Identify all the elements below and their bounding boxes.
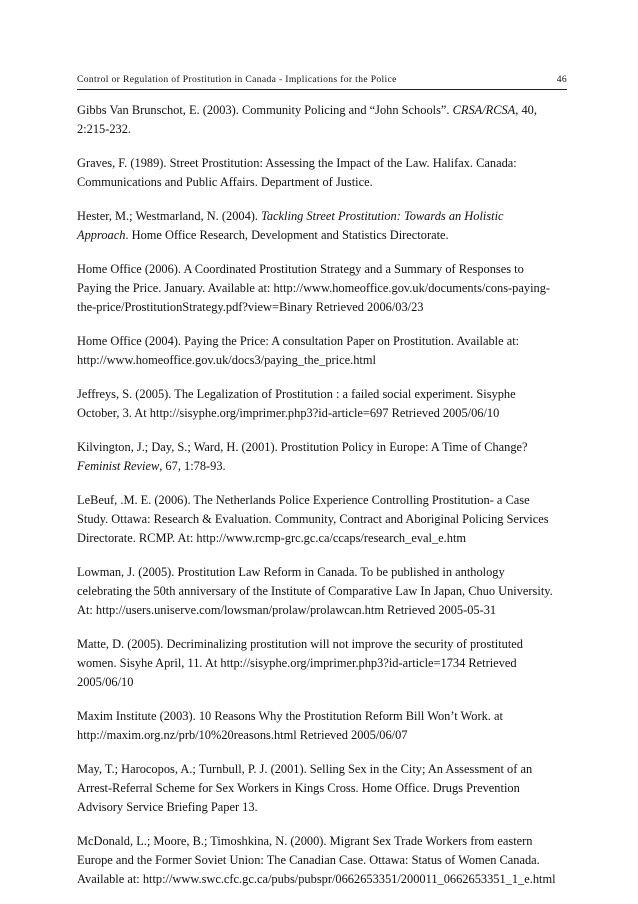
reference-text: http://www.homeoffice.gov.uk/docs3/paying_the_price.html	[77, 353, 376, 367]
reference-text: 2:215-232.	[77, 122, 132, 136]
reference-entry	[77, 760, 577, 817]
reference-line	[77, 673, 577, 692]
reference-line	[77, 707, 577, 726]
page-number: 46	[556, 74, 567, 85]
reference-line	[77, 438, 577, 457]
reference-line	[77, 279, 577, 298]
reference-text: Maxim Institute (2003). 10 Reasons Why the Prostitution Reform Bill Won’t Work. at	[77, 709, 503, 723]
reference-line	[77, 154, 577, 173]
reference-italic-text: CRSA/RCSA	[452, 103, 516, 117]
reference-text: October, 3. At http://sisyphe.org/imprimer.php3?id-article=697 Retrieved 2005/06/10	[77, 406, 500, 420]
reference-list	[77, 101, 577, 904]
reference-text: Study. Ottawa: Research & Evaluation. Community, Contract and Aboriginal Policing Services	[77, 512, 549, 526]
reference-text: LeBeuf, .M. E. (2006). The Netherlands Police Experience Controlling Prostitution- a Case	[77, 493, 530, 507]
reference-entry	[77, 385, 577, 423]
reference-text: At: http://users.uniserve.com/lowsman/prolaw/prolawcan.htm Retrieved 2005-05-31	[77, 603, 497, 617]
reference-italic-text: Tackling Street Prostitution: Towards an Holistic	[261, 209, 504, 223]
reference-text: Gibbs Van Brunschot, E. (2003). Community Policing and “John Schools”.	[77, 103, 453, 117]
reference-text: Graves, F. (1989). Street Prostitution: Assessing the Impact of the Law. Halifax. Canada:	[77, 156, 517, 170]
reference-text: Europe and the Former Soviet Union: The Canadian Case. Ottawa: Status of Women Canada.	[77, 853, 540, 867]
reference-text: Arrest-Referral Scheme for Sex Workers in Kings Cross. Home Office. Drugs Prevention	[77, 781, 520, 795]
reference-text: celebrating the 50th anniversary of the Institute of Comparative Law In Japan, Chuo University.	[77, 584, 553, 598]
reference-text: Jeffreys, S. (2005). The Legalization of Prostitution : a failed social experiment. Sisyphe	[77, 387, 516, 401]
reference-text: women. Sisyhe April, 11. At http://sisyphe.org/imprimer.php3?id-article=1734 Retrieved	[77, 656, 517, 670]
reference-text: Available at: http://www.swc.cfc.gc.ca/pubs/pubspr/0662653351/200011_0662653351_1_e.html	[77, 872, 556, 886]
running-header	[77, 74, 567, 85]
reference-italic-text: Approach	[77, 228, 126, 242]
reference-entry	[77, 832, 577, 889]
reference-text: Paying the Price. January. Available at: http://www.homeoffice.gov.uk/documents/cons-paying-	[77, 281, 551, 295]
reference-line	[77, 457, 577, 476]
reference-text: Kilvington, J.; Day, S.; Ward, H. (2001). Prostitution Policy in Europe: A Time of Change?	[77, 440, 528, 454]
reference-line	[77, 832, 577, 851]
reference-entry	[77, 101, 577, 139]
reference-line	[77, 298, 577, 317]
reference-line	[77, 385, 577, 404]
reference-line	[77, 260, 577, 279]
reference-text: May, T.; Harocopos, A.; Turnbull, P. J. (2001). Selling Sex in the City; An Assessment of an	[77, 762, 533, 776]
reference-line	[77, 351, 577, 370]
reference-text: the-price/ProstitutionStrategy.pdf?view=Binary Retrieved 2006/03/23	[77, 300, 424, 314]
reference-text: , 67, 1:78-93.	[159, 459, 226, 473]
reference-text: McDonald, L.; Moore, B.; Timoshkina, N. (2000). Migrant Sex Trade Workers from eastern	[77, 834, 533, 848]
reference-line	[77, 120, 577, 139]
reference-line	[77, 173, 577, 192]
reference-entry	[77, 438, 577, 476]
reference-line	[77, 798, 577, 817]
reference-line	[77, 582, 577, 601]
reference-line	[77, 726, 577, 745]
reference-line	[77, 529, 577, 548]
reference-line	[77, 226, 577, 245]
reference-entry	[77, 635, 577, 692]
reference-entry	[77, 260, 577, 317]
reference-text: Lowman, J. (2005). Prostitution Law Reform in Canada. To be published in anthology	[77, 565, 505, 579]
reference-line	[77, 491, 577, 510]
reference-line	[77, 207, 577, 226]
reference-entry	[77, 154, 577, 192]
reference-italic-text: Feminist Review	[77, 459, 160, 473]
reference-entry	[77, 707, 577, 745]
reference-text: Directorate. RCMP. At: http://www.rcmp-grc.gc.ca/ccaps/research_eval_e.htm	[77, 531, 467, 545]
reference-text: http://maxim.org.nz/prb/10%20reasons.html Retrieved 2005/06/07	[77, 728, 408, 742]
reference-entry	[77, 563, 577, 620]
reference-line	[77, 779, 577, 798]
reference-text: Communications and Public Affairs. Department of Justice.	[77, 175, 373, 189]
reference-text: Matte, D. (2005). Decriminalizing prostitution will not improve the security of prostituted	[77, 637, 523, 651]
reference-line	[77, 870, 577, 889]
reference-entry	[77, 332, 577, 370]
reference-text: 2005/06/10	[77, 675, 134, 689]
reference-line	[77, 332, 577, 351]
header-divider	[77, 89, 567, 90]
reference-line	[77, 851, 577, 870]
reference-text: Hester, M.; Westmarland, N. (2004).	[77, 209, 262, 223]
reference-entry	[77, 207, 577, 245]
reference-line	[77, 601, 577, 620]
reference-line	[77, 635, 577, 654]
reference-line	[77, 760, 577, 779]
reference-line	[77, 101, 577, 120]
reference-text: . Home Office Research, Development and Statistics Directorate.	[125, 228, 449, 242]
reference-text: Home Office (2006). A Coordinated Prostitution Strategy and a Summary of Responses to	[77, 262, 524, 276]
reference-text: Home Office (2004). Paying the Price: A consultation Paper on Prostitution. Available at:	[77, 334, 520, 348]
reference-line	[77, 654, 577, 673]
reference-text: Advisory Service Briefing Paper 13.	[77, 800, 258, 814]
running-title: Control or Regulation of Prostitution in Canada - Implications for the Police	[77, 74, 397, 85]
reference-text: , 40,	[515, 103, 537, 117]
reference-line	[77, 563, 577, 582]
reference-line	[77, 510, 577, 529]
reference-line	[77, 404, 577, 423]
reference-entry	[77, 491, 577, 548]
